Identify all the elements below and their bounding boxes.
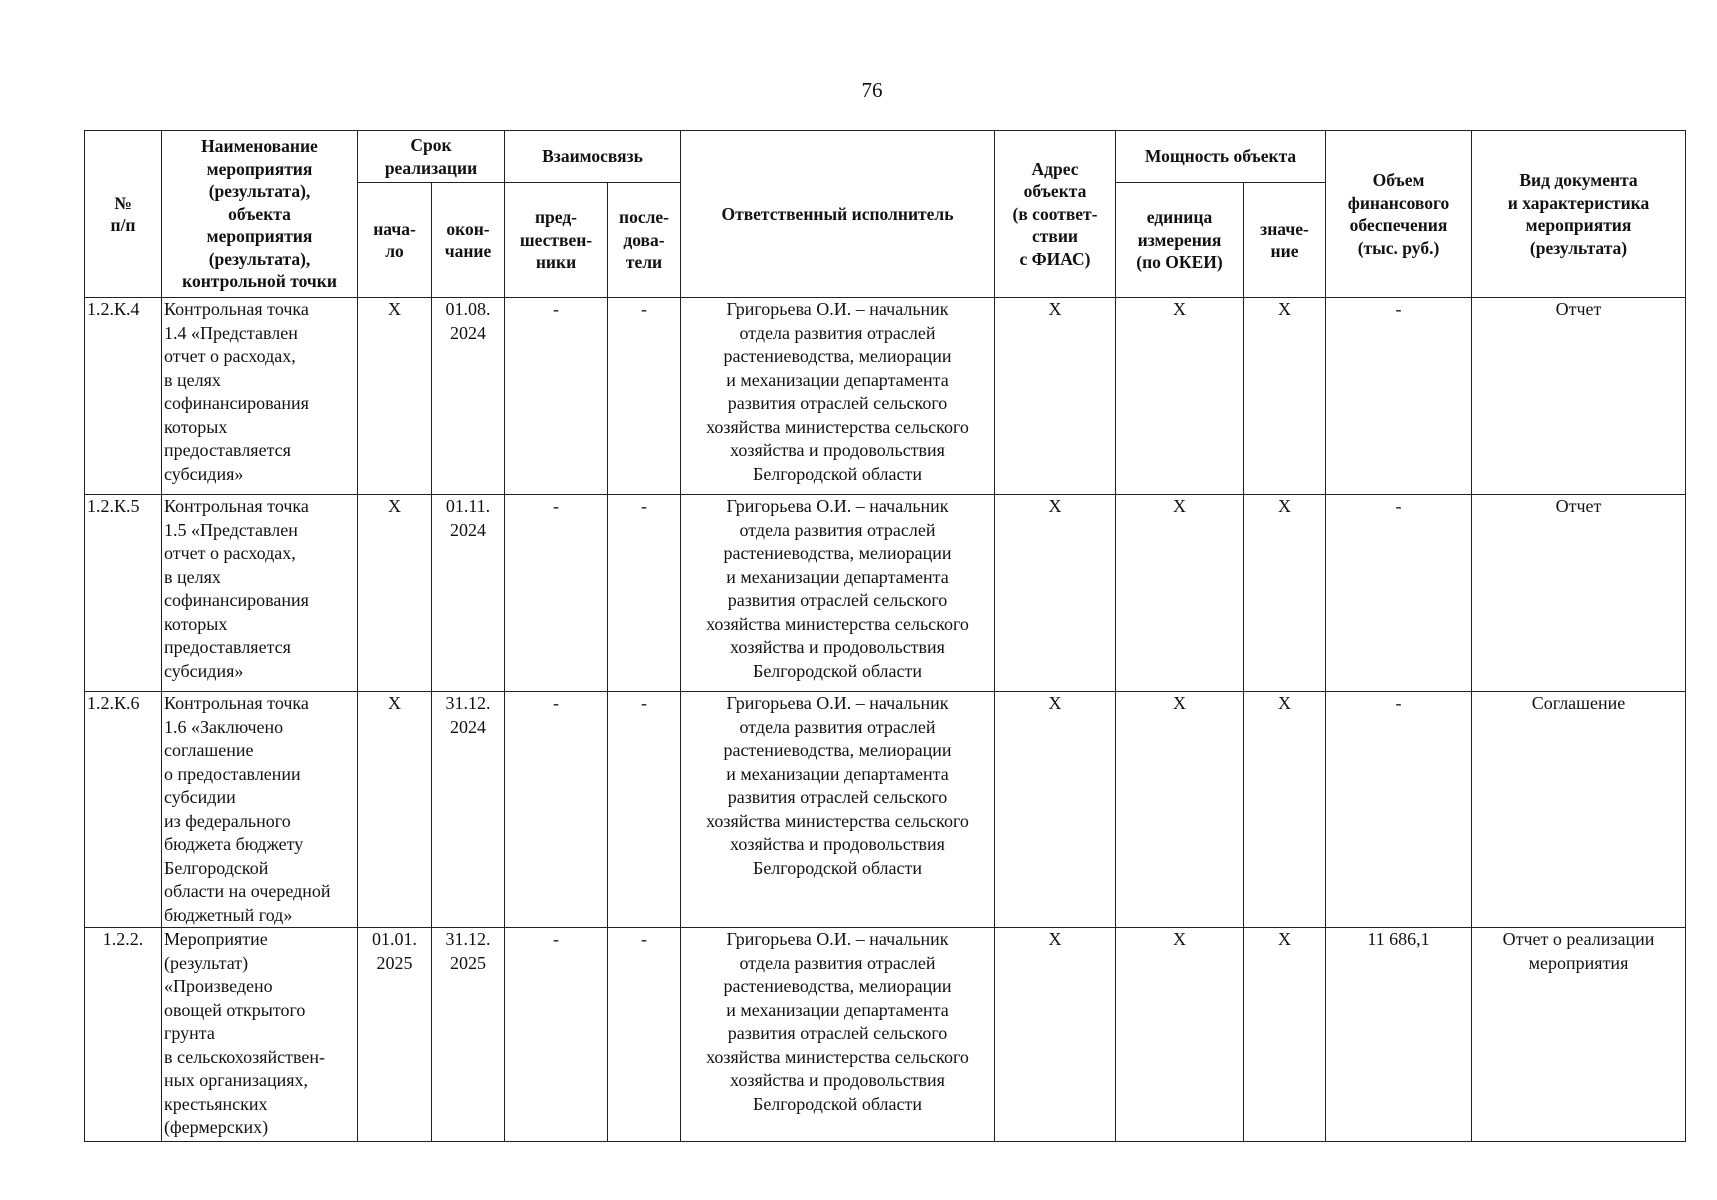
- table-row: [85, 298, 1686, 495]
- row-unit: X: [1116, 692, 1244, 928]
- row-succ: -: [608, 928, 681, 1142]
- header-pred: пред- шествен- ники: [505, 183, 608, 298]
- row-name: Контрольная точка 1.5 «Представлен отчет о расходах, в целях софинансирования которых предоставляется субсидия»: [162, 495, 358, 692]
- row-address: X: [995, 495, 1116, 692]
- row-value: X: [1244, 495, 1326, 692]
- row-finance: -: [1326, 298, 1472, 495]
- row-succ: -: [608, 495, 681, 692]
- row-pred: -: [505, 692, 608, 928]
- row-end: 31.12. 2024: [432, 692, 505, 928]
- row-executor: Григорьева О.И. – начальник отдела развития отраслей растениеводства, мелиорации и механизации департамента развития отраслей сельского хозяйства министерства сельского хозяйства и продовольствия Белгородской области: [681, 928, 995, 1142]
- row-address: X: [995, 298, 1116, 495]
- row-pred: -: [505, 298, 608, 495]
- row-start: X: [358, 692, 432, 928]
- header-doc: Вид документа и характеристика мероприятия (результата): [1472, 131, 1686, 298]
- header-term: Срок реализации: [358, 131, 505, 183]
- header-start: нача- ло: [358, 183, 432, 298]
- header-link: Взаимосвязь: [505, 131, 681, 183]
- row-doc: Отчет: [1472, 298, 1686, 495]
- header-end: окон- чание: [432, 183, 505, 298]
- row-num: 1.2.К.6: [85, 692, 162, 928]
- row-unit: X: [1116, 495, 1244, 692]
- header-succ: после- дова- тели: [608, 183, 681, 298]
- row-start: X: [358, 495, 432, 692]
- row-succ: -: [608, 298, 681, 495]
- row-address: X: [995, 692, 1116, 928]
- table-row: [85, 692, 1686, 928]
- plan-table: [84, 130, 1686, 1142]
- row-finance: -: [1326, 692, 1472, 928]
- header-value: значе- ние: [1244, 183, 1326, 298]
- page-number: 76: [861, 78, 883, 102]
- table-row: [85, 928, 1686, 1142]
- header-capacity: Мощность объекта: [1116, 131, 1326, 183]
- header-name: Наименование мероприятия (результата), объекта мероприятия (результата), контрольной точки: [162, 131, 358, 298]
- row-start: X: [358, 298, 432, 495]
- row-executor: Григорьева О.И. – начальник отдела развития отраслей растениеводства, мелиорации и механизации департамента развития отраслей сельского хозяйства министерства сельского хозяйства и продовольствия Белгородской области: [681, 692, 995, 928]
- row-finance: -: [1326, 495, 1472, 692]
- row-finance: 11 686,1: [1326, 928, 1472, 1142]
- table-row: [85, 495, 1686, 692]
- row-unit: X: [1116, 298, 1244, 495]
- row-doc: Отчет о реализации мероприятия: [1472, 928, 1686, 1142]
- row-doc: Отчет: [1472, 495, 1686, 692]
- row-address: X: [995, 928, 1116, 1142]
- header-num: № п/п: [85, 131, 162, 298]
- row-end: 01.11. 2024: [432, 495, 505, 692]
- header-address: Адрес объекта (в соответ- ствии с ФИАС): [995, 131, 1116, 298]
- row-name: Мероприятие (результат) «Произведено овощей открытого грунта в сельскохозяйствен- ных организациях, крестьянских (фермерских): [162, 928, 358, 1142]
- row-num: 1.2.К.5: [85, 495, 162, 692]
- row-succ: -: [608, 692, 681, 928]
- row-name: Контрольная точка 1.4 «Представлен отчет о расходах, в целях софинансирования которых предоставляется субсидия»: [162, 298, 358, 495]
- header-unit: единица измерения (по ОКЕИ): [1116, 183, 1244, 298]
- row-end: 31.12. 2025: [432, 928, 505, 1142]
- row-value: X: [1244, 928, 1326, 1142]
- row-num: 1.2.2.: [85, 928, 162, 1142]
- row-pred: -: [505, 928, 608, 1142]
- row-executor: Григорьева О.И. – начальник отдела развития отраслей растениеводства, мелиорации и механизации департамента развития отраслей сельского хозяйства министерства сельского хозяйства и продовольствия Белгородской области: [681, 495, 995, 692]
- row-start: 01.01. 2025: [358, 928, 432, 1142]
- row-value: X: [1244, 298, 1326, 495]
- header-executor: Ответственный исполнитель: [681, 131, 995, 298]
- row-value: X: [1244, 692, 1326, 928]
- row-unit: X: [1116, 928, 1244, 1142]
- row-num: 1.2.К.4: [85, 298, 162, 495]
- row-end: 01.08. 2024: [432, 298, 505, 495]
- row-executor: Григорьева О.И. – начальник отдела развития отраслей растениеводства, мелиорации и механизации департамента развития отраслей сельского хозяйства министерства сельского хозяйства и продовольствия Белгородской области: [681, 298, 995, 495]
- header-finance: Объем финансового обеспечения (тыс. руб.): [1326, 131, 1472, 298]
- row-doc: Соглашение: [1472, 692, 1686, 928]
- row-name: Контрольная точка 1.6 «Заключено соглашение о предоставлении субсидии из федерального бюджета бюджету Белгородской области на очередной бюджетный год»: [162, 692, 358, 928]
- row-pred: -: [505, 495, 608, 692]
